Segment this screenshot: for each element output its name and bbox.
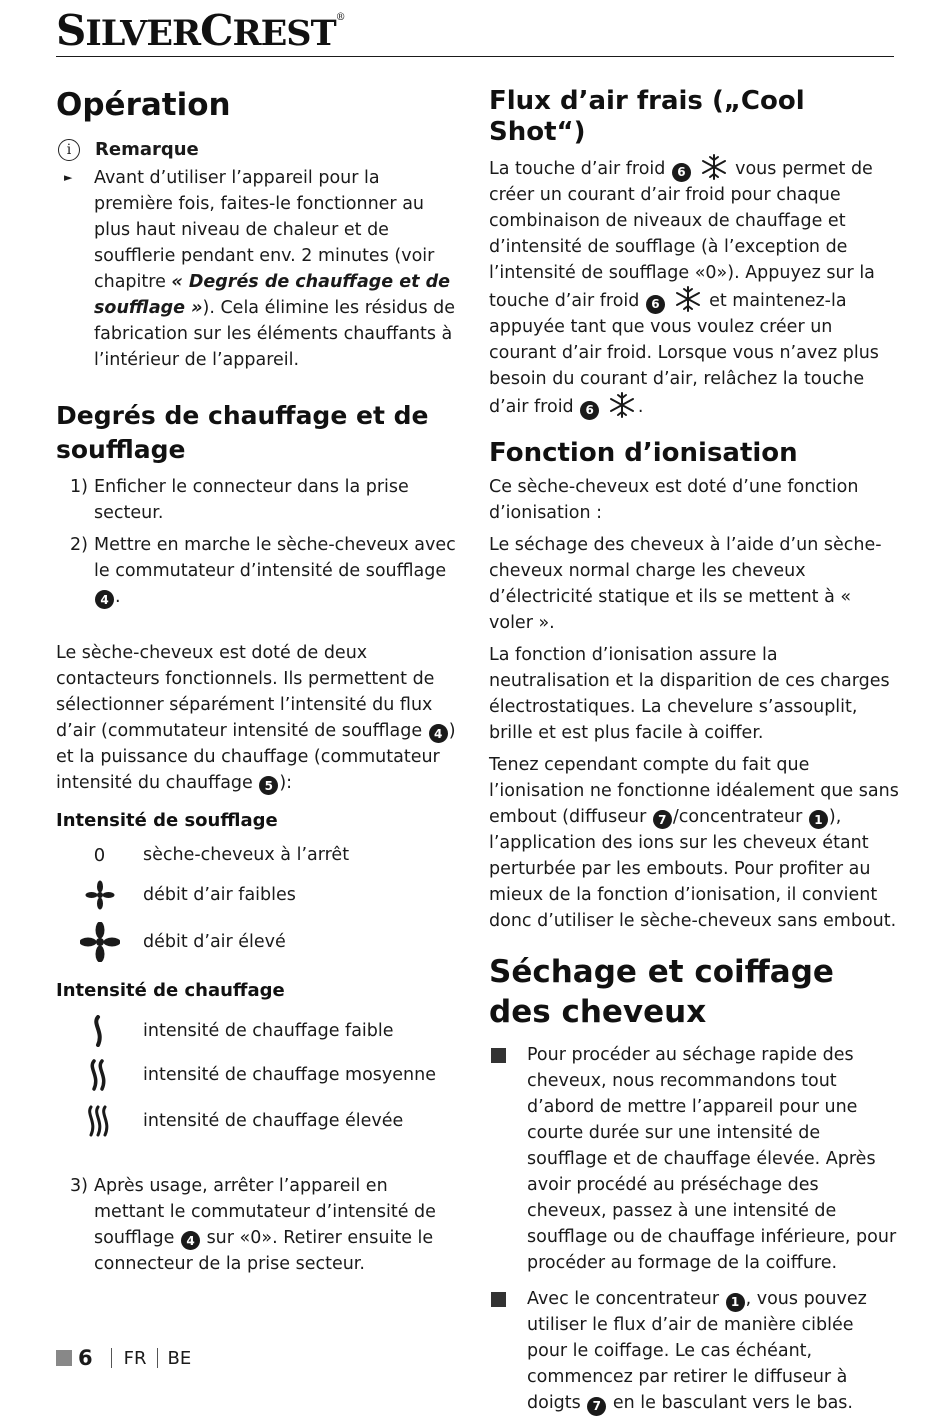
blow-level-2: débit d’air élevé	[56, 922, 456, 962]
ionisation-paragraph-3: La fonction d’ionisation assure la neutralisation et la disparition de ces charges électrostatiques. La chevelure s’assouplit, brille et est plus facile à coiffer.	[489, 644, 890, 743]
ref-number-6: 6	[672, 163, 691, 182]
silvercrest-logo: SILVERCREST®	[56, 6, 345, 55]
heat-level-1: intensité de chauffage faible	[56, 1015, 456, 1047]
triangle-bullet-icon: ►	[64, 170, 73, 184]
ref-number-4: 4	[95, 590, 114, 609]
ref-number-6: 6	[580, 401, 599, 420]
fan-large-icon	[56, 922, 143, 962]
cool-shot-paragraph: La touche d’air froid 6 vous permet de créer un courant d’air froid pour chaque combinaison de niveaux de chauffage et d’intensité de soufflage (à l’exception de l’intensité de soufflage «0»). Appuyez sur la touche d’air froid 6 et maintenez-la appuyée tant que vous voulez créer un courant d’air froid. Lorsque vous n’avez plus besoin du courant d’air, relâchez la touche d’air froid 6 .	[489, 154, 899, 420]
heat-one-wave-icon	[56, 1015, 143, 1047]
step-1: 1) Enficher le connecteur dans la prise secteur.	[70, 476, 409, 523]
ref-number-4: 4	[429, 724, 448, 743]
ref-number-5: 5	[259, 776, 278, 795]
blow-level-0: 0 sèche-cheveux à l’arrêt	[56, 845, 456, 866]
page-footer	[56, 1346, 191, 1370]
ionisation-paragraph-1: Ce sèche-cheveux est doté d’une fonction d’ionisation :	[489, 476, 859, 523]
step-3: 3) Après usage, arrêter l’appareil en mettant le commutateur d’intensité de soufflage 4 sur «0». Retirer ensuite le connecteur de la prise secteur.	[70, 1175, 436, 1274]
language-fr: FR	[123, 1347, 147, 1369]
info-icon: i	[58, 139, 80, 161]
snowflake-icon	[606, 397, 638, 417]
ionisation-paragraph-2: Le séchage des cheveux à l’aide d’un sèche-cheveux normal charge les cheveux d’électricité statique et ils se mettent à « voler ».	[489, 534, 882, 633]
heat-level-3: intensité de chauffage élevée	[56, 1105, 456, 1137]
heat-intensity-heading: Intensité de chauffage	[56, 979, 285, 1001]
heat-two-waves-icon	[56, 1059, 143, 1091]
blow-level-1: débit d’air faibles	[56, 880, 456, 910]
right-column	[489, 86, 899, 1416]
note-body	[56, 165, 456, 373]
language-be: BE	[167, 1347, 192, 1369]
drying-bullet-1: Pour procéder au séchage rapide des cheveux, nous recommandons tout d’abord de mettre l’appareil pour une courte durée sur une intensité de soufflage et de chauffage élevée. Après avoir procédé au préséchage des cheveux, passez à une intensité de soufflage ou de chauffage inférieure, pour procéder au formage de la coiffure.	[489, 1042, 899, 1276]
snowflake-icon	[672, 291, 704, 311]
ref-number-1: 1	[726, 1293, 745, 1312]
operation-heading: Opération	[56, 87, 231, 123]
blow-intensity-heading: Intensité de soufflage	[56, 809, 278, 831]
zero-symbol: 0	[93, 844, 106, 866]
ionisation-paragraph-4: Tenez cependant compte du fait que l’ionisation ne fonctionne idéalement que sans embout (diffuseur 7 /concentrateur 1 ), l’application des ions sur les cheveux étant perturbée par les embouts. Pour profiter au mieux de la fonction d’ionisation, il convient donc d’utiliser le sèche-cheveux sans embout.	[489, 754, 899, 931]
footer-divider	[157, 1348, 158, 1368]
ref-number-4: 4	[181, 1231, 200, 1250]
steps-list	[56, 474, 456, 610]
drying-bullet-2: Avec le concentrateur 1 , vous pouvez utiliser le flux d’air de manière ciblée pour le coiffage. Le cas échéant, commencez par retirer le diffuseur à doigts 7 en le basculant vers le bas.	[489, 1286, 899, 1416]
ref-number-7: 7	[587, 1397, 606, 1416]
footer-square-icon	[56, 1350, 72, 1366]
contactors-paragraph: Le sèche-cheveux est doté de deux contacteurs fonctionnels. Ils permettent de sélectionner séparément l’intensité du flux d’air (commutateur intensité de soufflage 4 ) et la puissance du chauffage (commutateur intensité du chauffage 5 ):	[56, 640, 456, 796]
degrees-heading: Degrés de chauffage et de soufflage	[56, 400, 429, 465]
note-text: Avant d’utiliser l’appareil pour la première fois, faites-le fonctionner au plus haut niveau de chaleur et de soufflerie pendant env. 2 minutes (voir chapitre « Degrés de chauffage et de soufflage »). Cela élimine les résidus de fabrication sur les éléments chauffants à l’intérieur de l’appareil.	[94, 167, 456, 370]
ref-number-7: 7	[653, 810, 672, 829]
page-header	[56, 4, 894, 57]
footer-divider	[111, 1348, 112, 1368]
ref-number-1: 1	[809, 810, 828, 829]
ionisation-heading: Fonction d’ionisation	[489, 438, 798, 469]
left-column	[56, 86, 456, 1283]
fan-small-icon	[56, 880, 143, 910]
note-title: Remarque	[95, 139, 199, 161]
page-number: 6	[78, 1346, 93, 1370]
heat-three-waves-icon	[56, 1105, 143, 1137]
drying-heading: Séchage et coiffage des cheveux	[489, 953, 834, 1030]
square-bullet-icon	[491, 1048, 506, 1063]
snowflake-icon	[698, 159, 730, 179]
cool-shot-heading: Flux d’air frais („Cool Shot“)	[489, 86, 805, 148]
step-2: 2) Mettre en marche le sèche-cheveux avec le commutateur d’intensité de soufflage 4 .	[56, 532, 456, 610]
heat-level-2: intensité de chauffage mosyenne	[56, 1059, 456, 1091]
square-bullet-icon	[491, 1292, 506, 1307]
note-header	[56, 139, 456, 161]
ref-number-6: 6	[646, 295, 665, 314]
